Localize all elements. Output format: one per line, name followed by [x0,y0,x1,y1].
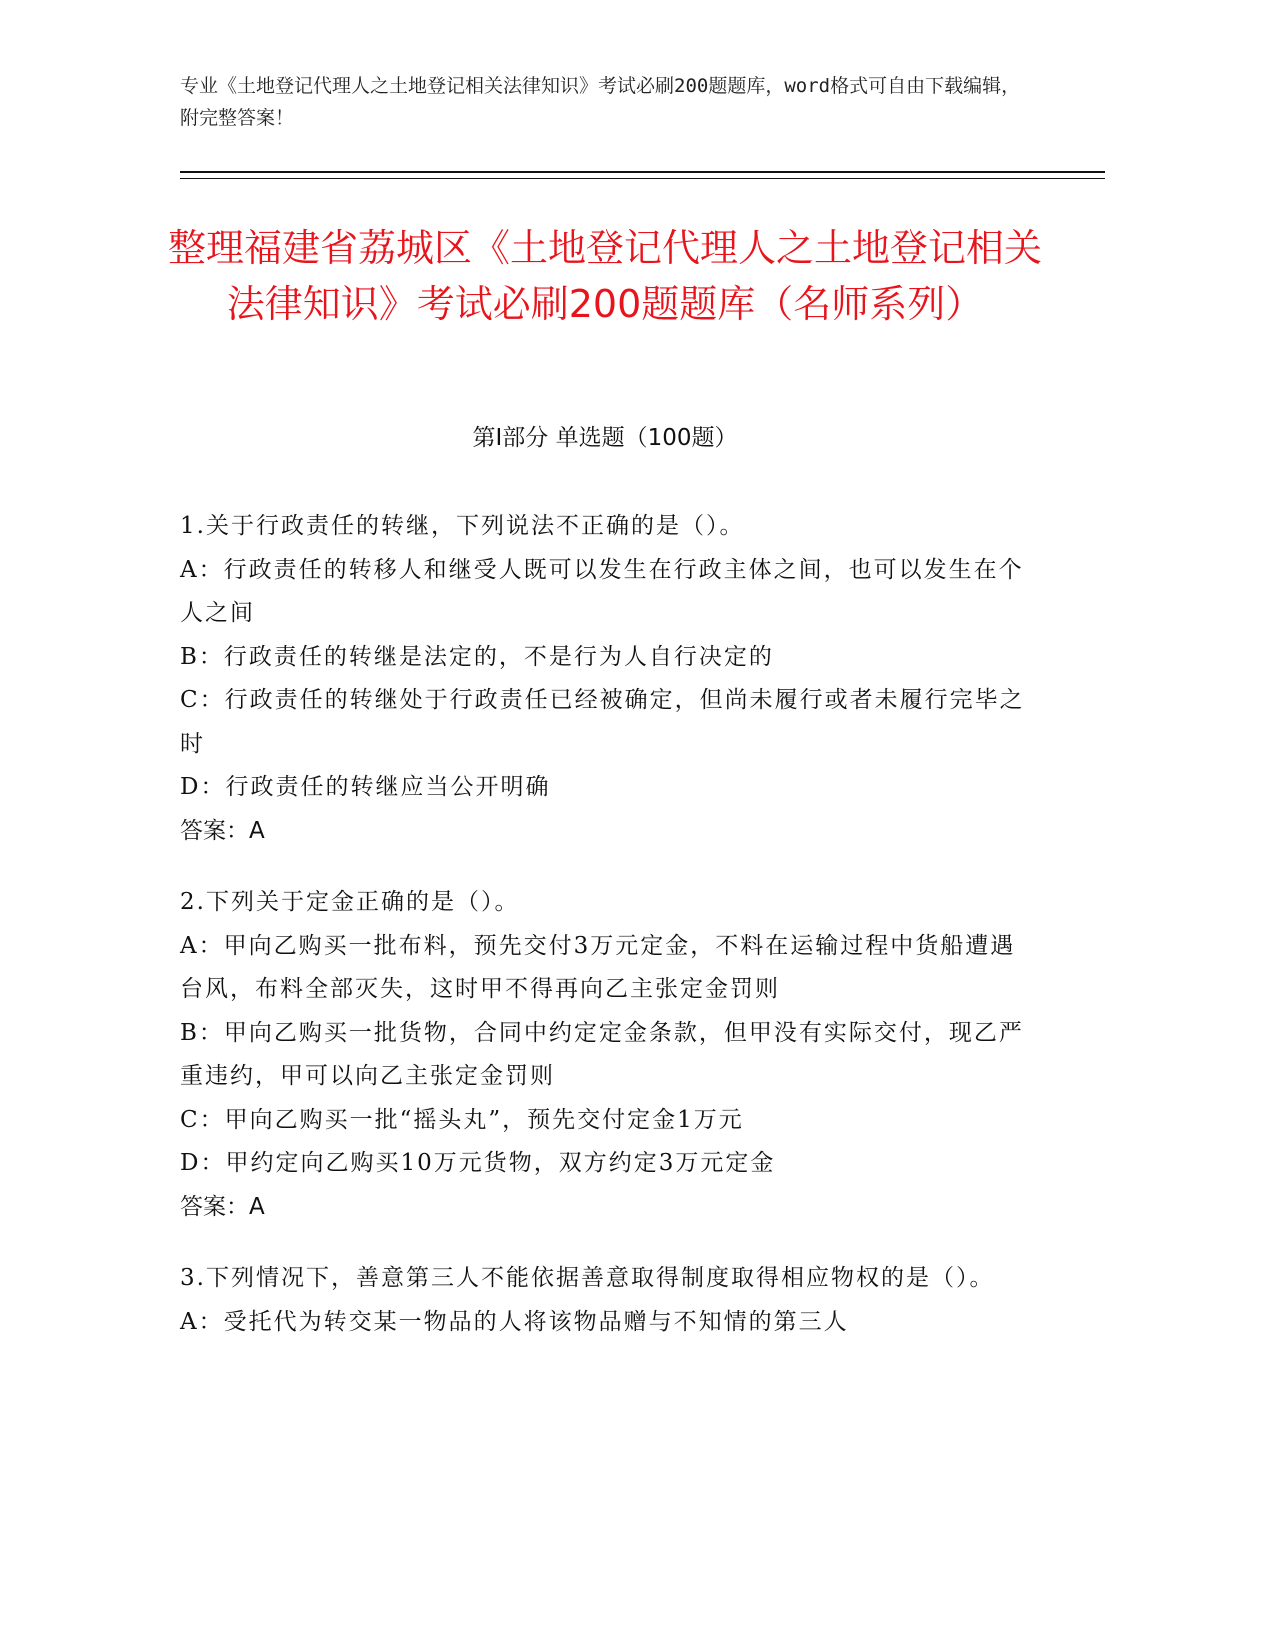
section-title: 第I部分 单选题（100题） [472,425,738,451]
option-c: C：甲向乙购买一批“摇头丸”，预先交付定金1万元 [180,1106,744,1133]
header-rule-thin [180,178,1105,179]
option-a: A：甲向乙购买一批布料，预先交付3万元定金，不料在运输过程中货船遭遇台风，布料全部灭失，这时甲不得再向乙主张定金罚则 [180,932,1016,1002]
option-a: A：行政责任的转移人和继受人既可以发生在行政主体之间，也可以发生在个人之间 [180,556,1024,626]
question-1 [180,505,1030,853]
question-stem: 2.下列关于定金正确的是（）。 [180,889,520,915]
document-title: 整理福建省荔城区《土地登记代理人之土地登记相关法律知识》考试必刷200题题库（名师系列） [167,226,1042,326]
header-rule-thick [180,171,1105,173]
option-d: D：行政责任的转继应当公开明确 [180,774,551,800]
option-b: B：行政责任的转继是法定的，不是行为人自行决定的 [180,643,774,670]
question-list [180,505,1030,1372]
option-a: A：受托代为转交某一物品的人将该物品赠与不知情的第三人 [180,1308,849,1335]
option-d: D：甲约定向乙购买10万元货物，双方约定3万元定金 [180,1150,776,1176]
answer: 答案：A [180,1193,265,1220]
question-stem: 3.下列情况下，善意第三人不能依据善意取得制度取得相应物权的是（）。 [180,1265,995,1291]
option-b: B：甲向乙购买一批货物，合同中约定定金条款，但甲没有实际交付，现乙严重违约，甲可以向乙主张定金罚则 [180,1019,1024,1089]
question-stem: 1.关于行政责任的转继，下列说法不正确的是（）。 [180,513,745,539]
question-2 [180,881,1030,1229]
answer: 答案：A [180,817,265,844]
question-3 [180,1257,1030,1344]
header-note: 专业《土地登记代理人之土地登记相关法律知识》考试必刷200题题库，word格式可自由下载编辑，附完整答案！ [180,75,1021,129]
option-c: C：行政责任的转继处于行政责任已经被确定，但尚未履行或者未履行完毕之时 [180,687,1025,757]
